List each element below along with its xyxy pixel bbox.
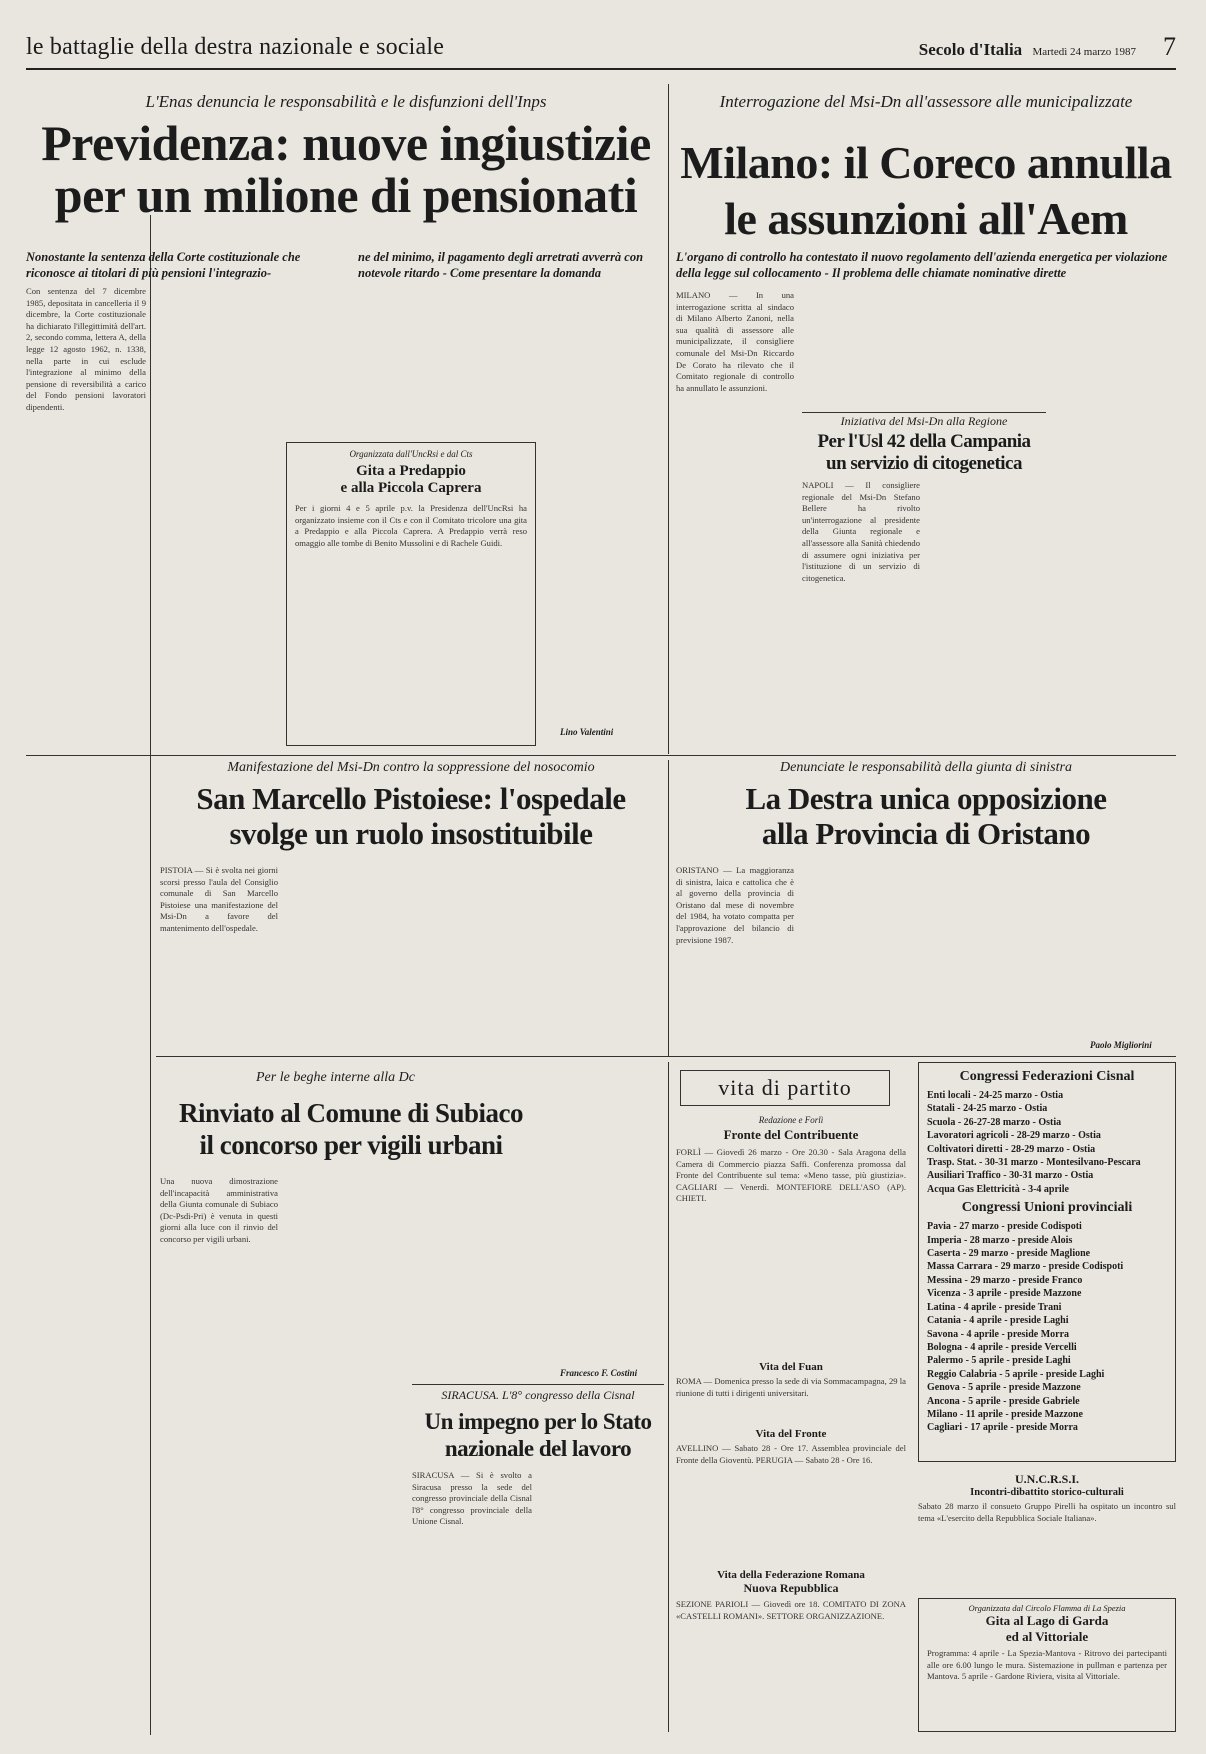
list-item: Milano - 11 aprile - preside Mazzone [927, 1408, 1083, 1420]
art2-lead: MILANO — In una interrogazione scritta al sindaco di Milano Alberto Zanoni, nella sua qualità di assessore alle municipalizzate, il consigliere comunale del Msi-Dn Riccardo De Corato ha rilevato che il Comitato regionale di controllo ha annullato le assunzioni. [676, 290, 794, 393]
art6-lead: Una nuova dimostrazione dell'incapacità amministrativa della Giunta comunale di Subiaco (Dc-Psdi-Pri) è venuta in questi giorni alla luce con il rinvio del concorso per vigili urbani. [160, 1176, 278, 1244]
art4-column-4 [540, 865, 664, 1045]
uncrsi-body: Sabato 28 marzo il consueto Gruppo Pirelli ha ospitato un incontro sul tema «L'esercito della Repubblica Sociale Italiana». [918, 1501, 1176, 1523]
art3-rule [802, 412, 1046, 413]
section-title: le battaglie della destra nazionale e sociale [26, 34, 445, 60]
art7-lead: SIRACUSA — Si è svolto a Siracusa presso la sede del congresso provinciale della Cisnal l'8° congresso provinciale della Unione Cisnal. [412, 1470, 532, 1527]
list-item: Massa Carrara - 29 marzo - preside Codispoti [927, 1261, 1124, 1273]
column-divider [668, 760, 669, 1056]
list-item: Scuola - 26-27-28 marzo - Ostia [927, 1116, 1062, 1128]
list-item: Trasp. Stat. - 30-31 marzo - Montesilvano-Pescara [927, 1157, 1141, 1169]
art5-column-3 [928, 865, 1046, 1040]
uncrsi-subtitle: Incontri-dibattito storico-culturali [970, 1487, 1124, 1498]
art1-column-3 [284, 286, 404, 438]
art2-column-3 [928, 290, 1046, 406]
garda-title-line2: ed al Vittoriale [1005, 1629, 1089, 1644]
paper-name [919, 40, 1136, 60]
masthead [26, 28, 1176, 70]
art1-column-1 [26, 286, 146, 1726]
list-item: Acqua Gas Elettricità - 3-4 aprile [927, 1183, 1069, 1195]
garda-body: Programma: 4 aprile - La Spezia-Mantova - Ritrovo dei partecipanti alle ore 6.00 lungo le mura. Sistemazione in pullman e partenza per Mantova. 5 aprile - Gardone Riviera, visita al Vittoriale. [927, 1648, 1167, 1682]
art2-subhead: L'organo di controllo ha contestato il nuovo regolamento dell'azienda energetica per violazione della legge sul collocamento - Il problema delle chiamate nominative dirette [676, 250, 1168, 280]
vita-sec4-body: SEZIONE PARIOLI — Giovedì ore 18. COMITATO DI ZONA «CASTELLI ROMANI». SETTORE ORGANIZZAZIONE. [676, 1599, 906, 1621]
art6-column-1 [160, 1176, 278, 1726]
art1-headline-line1: Previdenza: nuove ingiustizie [41, 115, 651, 171]
art1-column-4 [412, 286, 532, 438]
art3-headline-line1: Per l'Usl 42 della Campania [817, 431, 1031, 452]
art6-signature: Francesco F. Costini [560, 1368, 638, 1378]
art1-kicker: L'Enas denuncia le responsabilità e le disfunzioni dell'Inps [145, 92, 547, 111]
section-divider [156, 1056, 1176, 1057]
list-item: Genova - 5 aprile - preside Mazzone [927, 1382, 1081, 1394]
vita-sec1-title: Fronte del Contribuente [723, 1127, 859, 1142]
uncrsi-title: U.N.C.R.S.I. [1014, 1472, 1079, 1486]
art5-column-4 [1054, 865, 1176, 1040]
cisnal-federazioni-list [927, 1089, 1167, 1196]
art4-headline-line1: San Marcello Pistoiese: l'ospedale [196, 781, 626, 816]
vita-di-partito-column [676, 1115, 906, 1739]
art4-column-3 [412, 865, 530, 1045]
art3-headline-line2: un servizio di citogenetica [826, 453, 1022, 474]
art7-column-2 [540, 1470, 664, 1726]
garda-box [918, 1598, 1176, 1732]
column-divider [150, 215, 151, 1735]
vita-sec4-title-line2: Nuova Repubblica [743, 1581, 839, 1595]
art6-headline-line1: Rinviato al Comune di Subiaco [178, 1098, 524, 1128]
uncrsi-notice [918, 1472, 1176, 1595]
art3-column-1 [802, 480, 920, 745]
art3-kicker: Iniziativa del Msi-Dn alla Regione [840, 414, 1008, 428]
column-divider [668, 1062, 669, 1732]
art2-column-2 [802, 290, 920, 406]
vita-sec3-body: AVELLINO — Sabato 28 - Ore 17. Assemblea provinciale del Fronte della Gioventù. PERUGIA — Sabato 28 - Ore 16. [676, 1443, 906, 1465]
trip-title-line2: e alla Piccola Caprera [340, 480, 482, 496]
art5-column-1 [676, 865, 794, 1040]
vita-sec1-place: Redazione e Forlì [758, 1115, 824, 1125]
art5-kicker: Denunciate le responsabilità della giunta di sinistra [780, 760, 1072, 775]
issue-date: Martedì 24 marzo 1987 [1032, 46, 1136, 58]
art1-subhead-left: Nonostante la sentenza della Corte costituzionale che riconosce ai titolari di più pensioni l'integrazio- [26, 250, 301, 280]
art1-lead: Con sentenza del 7 dicembre 1985, depositata in cancelleria il 9 dicembre, la Corte costituzionale ha dichiarato l'illegittimità dell'art. 2, secondo comma, lettera A, della legge 12 agosto 1962, n. 1338, nella parte in cui esclude l'integrazione al minimo della pensione di reversibilità a carico del Fondo pensioni lavoratori dipendenti. [26, 286, 146, 412]
art7-headline-line1: Un impegno per lo Stato [424, 1409, 652, 1434]
vita-sec1-body: FORLÌ — Giovedì 26 marzo - Ore 20.30 - Sala Aragona della Camera di Commercio piazza Saffi. Conferenza promossa dal Fronte del Contribuente sul tema: «Meno tasse, più giustizia». CAGLIARI — Venerdì. MONTEFIORE DELL'ASO (AP). CHIETI. [676, 1147, 906, 1204]
page-number: 7 [1163, 32, 1176, 61]
vita-sec2-title: Vita del Fuan [759, 1361, 823, 1373]
art6-kicker: Per le beghe interne alla Dc [256, 1070, 416, 1085]
art5-headline-line2: alla Provincia di Oristano [761, 816, 1091, 851]
list-item: Ancona - 5 aprile - preside Gabriele [927, 1395, 1080, 1407]
column-divider [668, 84, 669, 754]
art5-lead: ORISTANO — La maggioranza di sinistra, laica e cattolica che è al governo della provincia di Oristano dal mese di novembre del 1984, ha votato compatta per l'approvazione del bilancio di previsione 1987. [676, 865, 794, 945]
list-item: Bologna - 4 aprile - preside Vercelli [927, 1341, 1077, 1353]
art2-column-4 [1054, 290, 1176, 745]
art1-signature: Lino Valentini [560, 727, 614, 737]
art2-column-1 [676, 290, 794, 745]
garda-title-line1: Gita al Lago di Garda [985, 1613, 1109, 1628]
art7-rule [412, 1384, 664, 1385]
cisnal-title2: Congressi Unioni provinciali [961, 1200, 1133, 1216]
list-item: Coltivatori diretti - 28-29 marzo - Ostia [927, 1143, 1096, 1155]
vita-sec4-title-line1: Vita della Federazione Romana [717, 1569, 865, 1581]
art2-headline-line2: le assunzioni all'Aem [724, 193, 1128, 244]
trip-box [286, 442, 536, 746]
trip-title-line1: Gita a Predappio [356, 463, 466, 479]
art6-headline-line2: il concorso per vigili urbani [199, 1130, 503, 1160]
art2-headline-line1: Milano: il Coreco annulla [680, 137, 1172, 188]
cisnal-box [918, 1062, 1176, 1462]
art7-headline-line2: nazionale del lavoro [444, 1436, 632, 1461]
vita-sec3-title: Vita del Fronte [755, 1428, 827, 1440]
art1-column-5 [540, 286, 664, 716]
list-item: Catania - 4 aprile - preside Laghi [927, 1315, 1069, 1327]
vita-sec2-body: ROMA — Domenica presso la sede di via Sommacampagna, 29 la riunione di tutti i dirigenti universitari. [676, 1376, 906, 1398]
list-item: Statali - 24-25 marzo - Ostia [927, 1103, 1048, 1115]
cisnal-unioni-list [927, 1220, 1167, 1435]
art4-column-2 [286, 865, 404, 1045]
art3-lead: NAPOLI — Il consigliere regionale del Msi-Dn Stefano Bellere ha rivolto un'interrogazione al presidente della Giunta regionale e all'assessore alla Sanità chiedendo di assumere ogni iniziativa per l'istituzione di un servizio di citogenetica. [802, 480, 920, 583]
art2-kicker: Interrogazione del Msi-Dn all'assessore alle municipalizzate [719, 92, 1133, 111]
art5-signature: Paolo Migliorini [1090, 1040, 1152, 1050]
art1-column-2 [156, 286, 276, 742]
art4-lead: PISTOIA — Si è svolta nei giorni scorsi presso l'aula del Consiglio comunale di San Marcello Pistoiese una manifestazione del Msi-Dn a favore del mantenimento dell'ospedale. [160, 865, 278, 933]
list-item: Palermo - 5 aprile - preside Laghi [927, 1355, 1071, 1367]
art7-column-1 [412, 1470, 532, 1726]
list-item: Enti locali - 24-25 marzo - Ostia [927, 1090, 1064, 1101]
art6-column-4 [540, 1062, 664, 1362]
art4-headline-line2: svolge un ruolo insostituibile [229, 816, 593, 851]
art4-kicker: Manifestazione del Msi-Dn contro la soppressione del nosocomio [227, 760, 595, 775]
list-item: Pavia - 27 marzo - preside Codispoti [927, 1221, 1082, 1233]
cisnal-title: Congressi Federazioni Cisnal [959, 1069, 1135, 1084]
list-item: Reggio Calabria - 5 aprile - preside Laghi [927, 1368, 1105, 1380]
art1-subhead-right: ne del minimo, il pagamento degli arretrati avverrà con notevole ritardo - Come presentare la domanda [358, 250, 644, 280]
list-item: Cagliari - 17 aprile - preside Morra [927, 1422, 1078, 1434]
art1-headline-line2: per un milione di pensionati [54, 167, 638, 223]
art4-column-1 [160, 865, 278, 1045]
art3-column-2 [928, 480, 1046, 745]
list-item: Savona - 4 aprile - preside Morra [927, 1328, 1070, 1340]
list-item: Messina - 29 marzo - preside Franco [927, 1274, 1083, 1286]
list-item: Vicenza - 3 aprile - preside Mazzone [927, 1288, 1082, 1300]
trip-heading: Organizzata dall'UncRsi e dal Cts [349, 449, 473, 459]
art5-column-2 [802, 865, 920, 1040]
section-divider [26, 755, 1176, 756]
list-item: Imperia - 28 marzo - preside Alois [927, 1234, 1073, 1246]
list-item: Caserta - 29 marzo - preside Maglione [927, 1248, 1091, 1260]
art6-column-2 [286, 1176, 404, 1726]
trip-body: Per i giorni 4 e 5 aprile p.v. la Presidenza dell'UncRsi ha organizzato insieme con il Cts e con il Comitato tricolore una gita a Predappio e alla Piccola Caprera. A Predappio verrà reso omaggio alle tombe di Benito Mussolini e di Rachele Guidi. [295, 503, 527, 548]
list-item: Lavoratori agricoli - 28-29 marzo - Ostia [927, 1130, 1101, 1142]
art6-column-3 [412, 1176, 530, 1366]
paper-title: Secolo d'Italia [918, 40, 1023, 59]
garda-heading: Organizzata dal Circolo Flamma di La Spezia [968, 1603, 1126, 1613]
list-item: Latina - 4 aprile - preside Trani [927, 1301, 1062, 1313]
art7-kicker: SIRACUSA. L'8° congresso della Cisnal [441, 1388, 635, 1402]
art5-headline-line1: La Destra unica opposizione [745, 781, 1107, 816]
vita-di-partito-banner: vita di partito [680, 1070, 890, 1106]
list-item: Ausiliari Traffico - 30-31 marzo - Ostia [927, 1170, 1094, 1182]
